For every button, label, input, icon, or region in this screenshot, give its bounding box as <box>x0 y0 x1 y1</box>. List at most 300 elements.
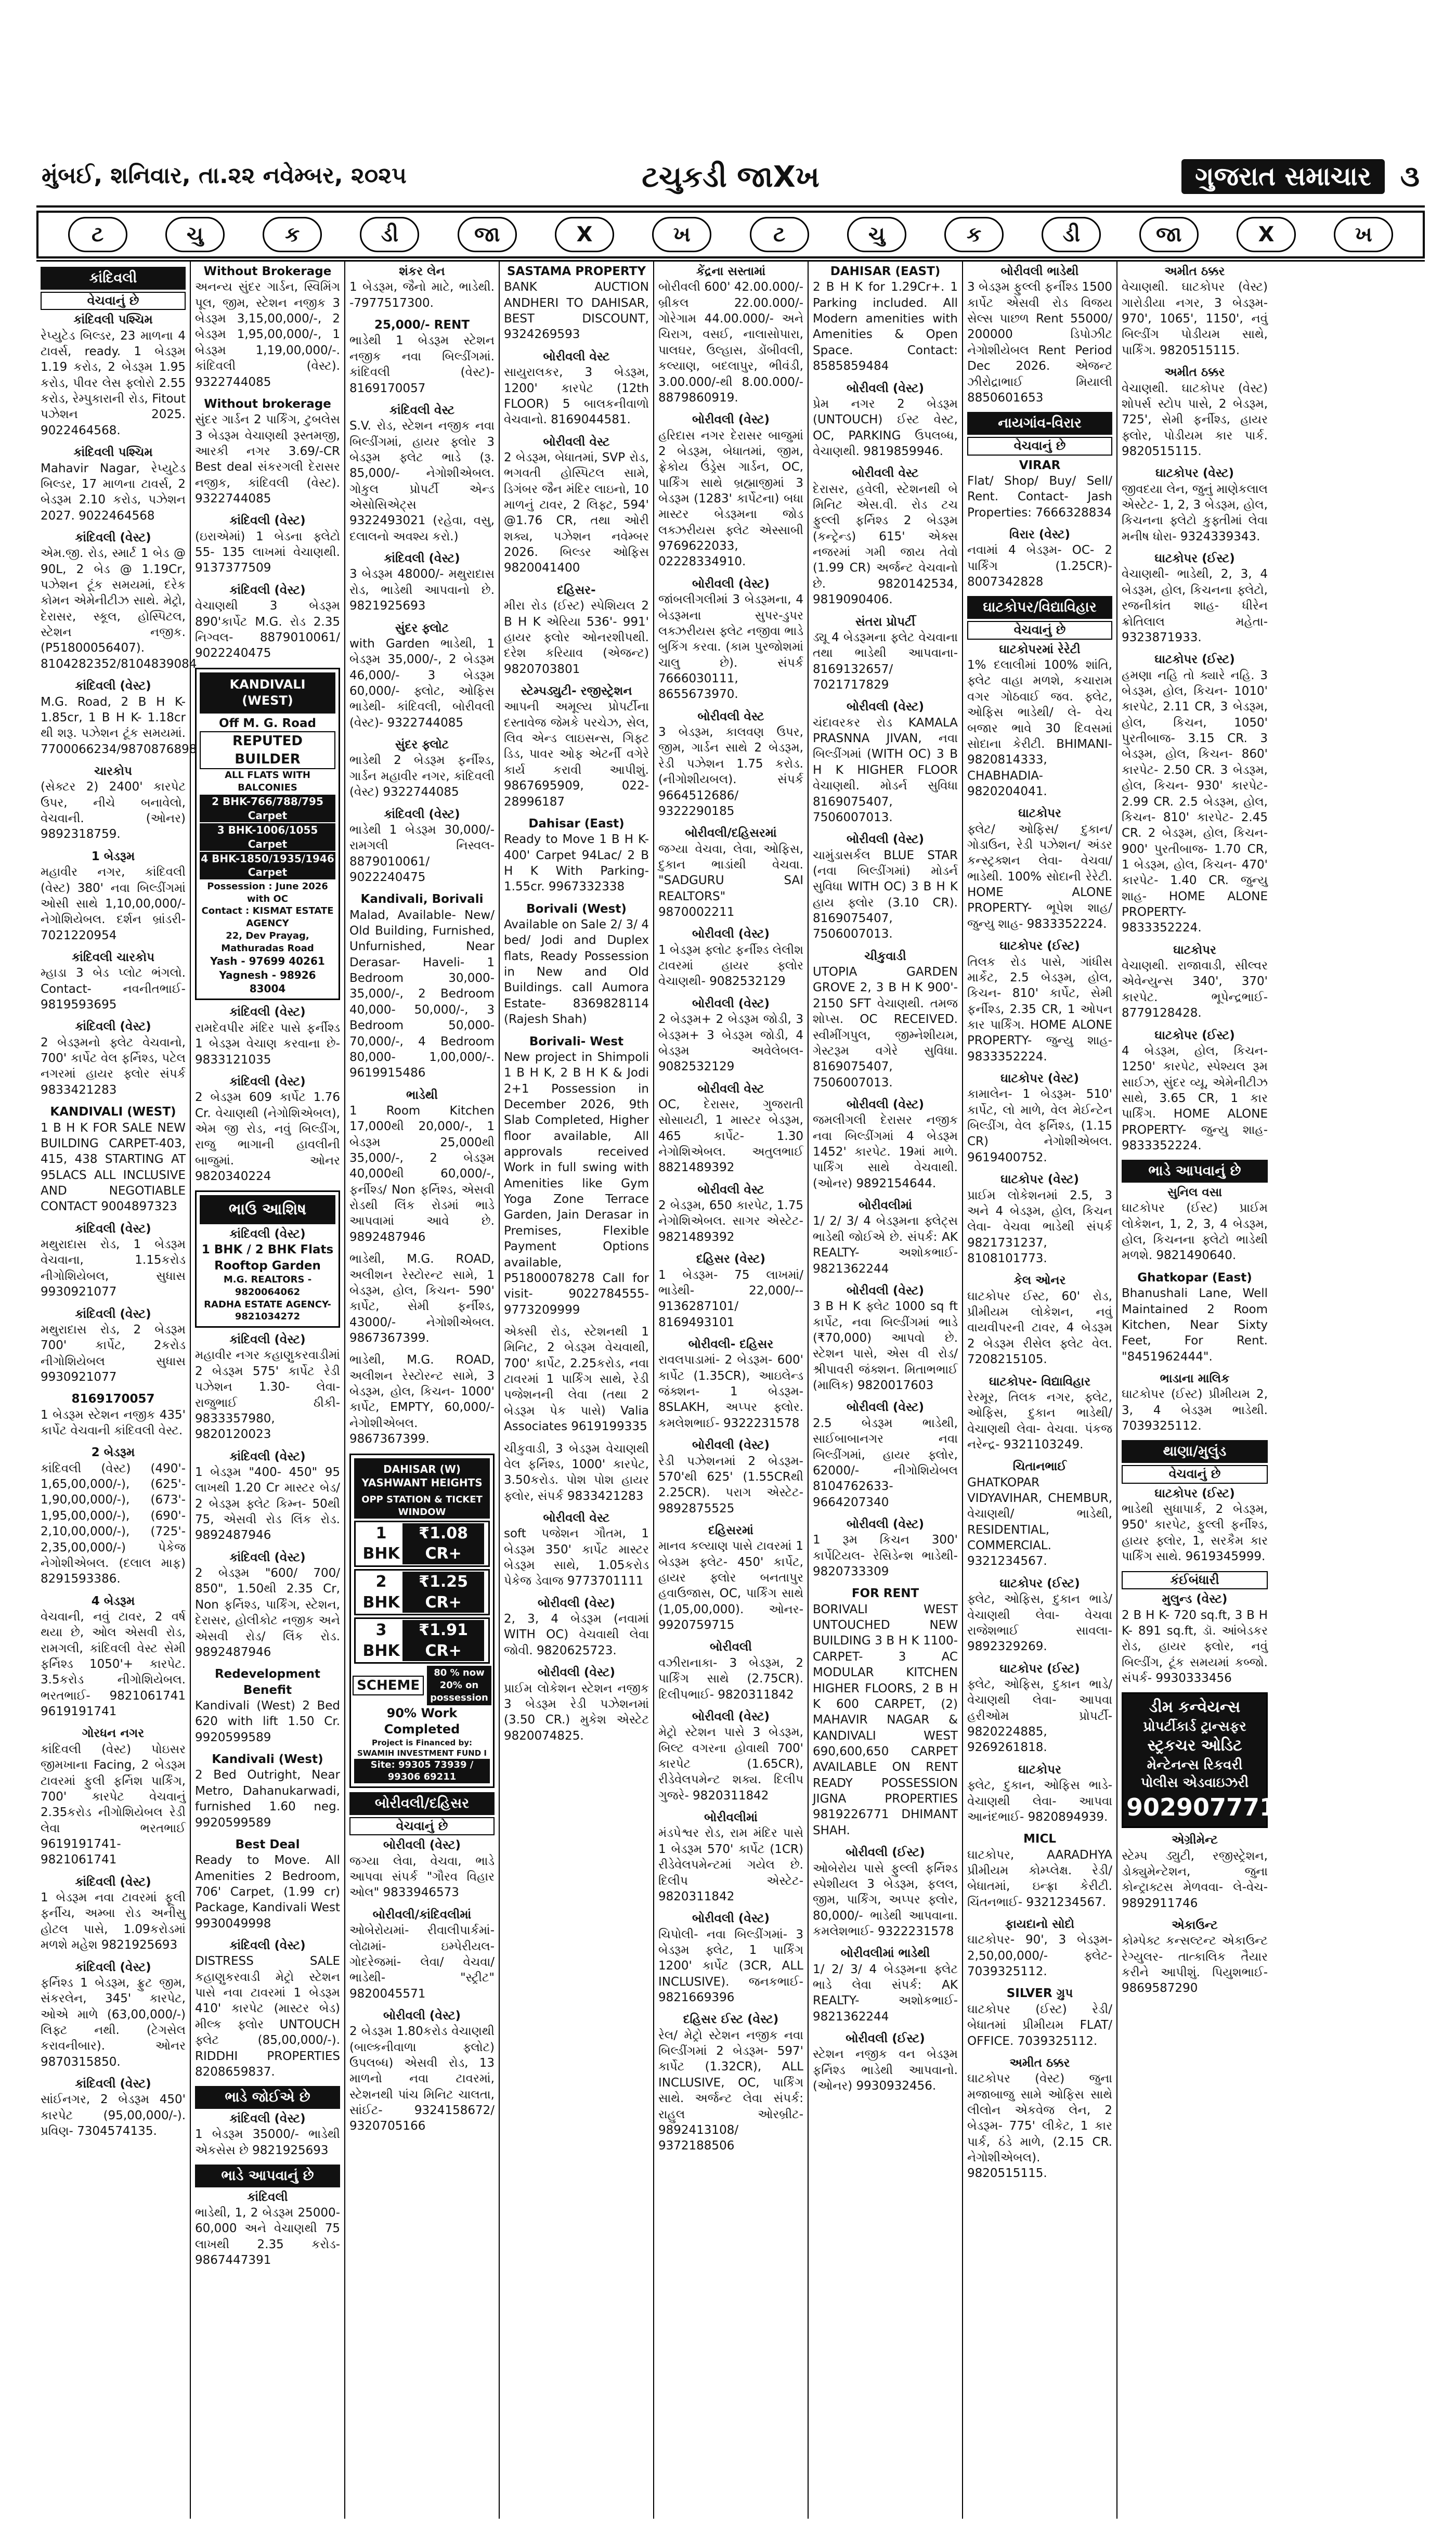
subsection-heading: વેચવાનું છે <box>1122 1465 1268 1484</box>
ad-text: ઘાટકોપર- 90', 3 બેડરૂમ- 2,50,00,000/- ફ્લેટ- 7039325112. <box>967 1933 1112 1979</box>
ad-heading: Redevelopment Benefit <box>214 1667 321 1697</box>
classified-ad <box>1122 465 1268 545</box>
classified-ad <box>41 950 186 1013</box>
ad-text: 2 Bed Outright, Near Metro, Dahanukarwadi, furnished 1.60 neg. 9920599589 <box>195 1768 340 1830</box>
ad-heading: બોરીવલી (વેસ્ટ) <box>692 927 770 941</box>
classified-ad <box>349 737 495 800</box>
ad-heading: 2 બેડરૂમ <box>91 1446 135 1460</box>
classified-ad <box>967 1831 1112 1910</box>
ad-subtitle: OPP STATION & TICKET WINDOW <box>354 1494 490 1519</box>
ad-text: Bhanushali Lane, Well Maintained 2 Room Kitchen, Near Sixty Feet, For Rent. "8451962444". <box>1122 1287 1268 1364</box>
ad-text: 3 બેડરૂમ ફુલ્લી ફર્નીશ્ડ 1500 કાર્પેટ એસવી રોડ વિજય સેલ્સ પાછળ Rent 55000/ 200000 ડિપોઝીટ નેગોશીયેબલ Rent Period Dec 2026. એજન્ટ ઝીરોદ્રાભાઈ મિયાલી 8850601653 <box>967 280 1112 405</box>
ad-heading: ફાયદાનો સોદો <box>1005 1917 1075 1932</box>
ad-text: દેરાસર, હવેલી, સ્ટેશનથી બે મિનિટ એસ.વી. રોડ ટચ ફુલ્લી ફર્નિશ્ડ 2 બેડરૂમ (કન્ટ્રેન્ડ) 615' એક્સ નજરમાં ગમી જાય તેવો (1.99 CR) અર્જન્ટ વેચવાનો છે. 9820142534, 9819090406. <box>813 482 958 607</box>
ad-list <box>658 264 803 2154</box>
ad-contact: Contact : KISMAT ESTATE AGENCY <box>201 905 334 929</box>
ad-address: 22, Dev Prayag, Mathuradas Road <box>221 930 314 954</box>
classified-ad <box>658 1639 803 1702</box>
classified-ad <box>658 576 803 703</box>
ad-text: મહાવીર નગર, કાંદિવલી (વેસ્ટ) 380' નવા બિલ્ડીંગમાં ઓસી સાથે 1,10,00,000/- નેગોશિયેબલ. દર્શન બ્રાંડરી- 7021220954 <box>41 865 186 942</box>
ad-text: મેટ્રો સ્ટેશન પાસે 3 બેડરૂમ, બિલ્ટ વગરના હોવાથી 700' કારપેટ (1.65CR), રીડેવેલપમેન્ટ શક્ય. દિલીપ ગુજરે- 9820311842 <box>658 1726 803 1803</box>
classified-ad <box>1122 1185 1268 1264</box>
ad-builder: REPUTED BUILDER <box>200 731 335 769</box>
column-4 <box>500 262 654 2519</box>
ad-text: UTOPIA GARDEN GROVE 2, 3 B H K 900'- 2150 SFT વેચાણથી. તમજ શોપ્સ. OC RECEIVED. સ્વીમીંગપુલ, જીમ્નેશીયમ, ગેસ્ટરૂમ વગેરે સુવિધા. 8169075407, 7506007013. <box>813 965 958 1090</box>
ad-text: 1 બેડરૂમ, જૈનો માટે, ભાડેથી. -7977517300. <box>349 280 495 310</box>
ad-heading: કાંદિવલી (વેસ્ટ) <box>229 1005 306 1019</box>
banner-letter: ખ <box>652 217 711 252</box>
ad-line: 1 BHK / 2 BHK Flats <box>201 1243 334 1257</box>
ad-heading: Borivali- West <box>529 1034 624 1048</box>
ad-heading: કાંદિવલી (વેસ્ટ) <box>229 583 306 597</box>
price-row <box>354 1521 490 1567</box>
ad-list <box>967 642 1112 2182</box>
ad-text: ચીકુવાડી, 3 બેડરૂમ વેચાણથી વેલ ફર્નિશ્ડ, 1000' કારપેટ, 3.50કરોડ. પોશ પોશ હાયર ફ્લોર, સંપર્ક 9833421283 <box>504 1442 649 1503</box>
ad-heading: દહિસર (વેસ્ટ) <box>696 1252 766 1266</box>
ad-heading: કાંદિવલી (વેસ્ટ) <box>384 807 460 821</box>
ad-heading: કાંદિવલી (વેસ્ટ) <box>229 1333 306 1347</box>
banner-letter: જા <box>458 217 517 252</box>
ad-text: 2 બેડરૂમ 609 કાર્પેટ 1.76 Cr. વેચાણથી (નેગોશિએબલ), એમ જી રોડ, નવું બિલ્ડીંગ, રાજુ ભાગાની હાવલીની બાજુમાં. ઓનર 9820340224 <box>195 1091 340 1184</box>
ad-text: જીવદયા લેન, જુનું માણેકલાલ એસ્ટેટ- 1, 2, 3 બેડરૂમ, હોલ, કિચનના ફ્લેટો કુફ્તીમાં લેવા મનીષ ધોરા- 9324339343. <box>1122 482 1268 543</box>
ad-heading: બોરીવલીમાં <box>859 1199 912 1213</box>
ad-text: Ready to Move. All Amenities 2 Bedroom, 706' Carpet, (1.99 cr) Package, Kandivali West 9930049998 <box>195 1854 340 1930</box>
ad-heading: કાંદિવલી (વેસ્ટ) <box>75 1020 151 1034</box>
ad-heading: 4 બેડરૂમ <box>91 1594 135 1608</box>
ad-heading: બોરીવલી (વેસ્ટ) <box>692 577 770 591</box>
ad-heading: ગોરધન નગર <box>82 1727 145 1741</box>
classified-ad <box>1122 1371 1268 1434</box>
classified-ad <box>504 683 649 810</box>
ad-text: 2 B H K- 720 sq.ft, 3 B H K- 891 sq.ft, ડૉ. આંબેડકર રોડ, હાયર ફ્લોર, નવું બિલ્ડીંગ, ટૂંક સમયમાં કબ્જો. સંપર્ક- 9930333456 <box>1122 1608 1268 1685</box>
ad-text: ફ્લેટ/ ઓફિસ/ દુકાન/ ગોડાઉન, રેડી પઝેશન/ અંડર કન્સ્ટ્રક્શન લેવા- વેચવા/ ભાડેથી. 100% સોદાની રેરેટી. HOME ALONE PROPERTY- ભૂપેશ શાહ/ જુન્યુ શાહ- 9833352224. <box>967 822 1112 931</box>
ad-text: હરિદાસ નગર દેરાસર બાજુમાં 2 બેડરૂમ, બેધાતમાં, જીમ, ફ્રેકોય ઉંડ્રેસ ગાર્ડન, OC, પાર્કિંગ સાથે બ્રહ્માજીમાં 3 બેડરૂમ (1283' કાર્પેટના) બધા માસ્ટર બેડરૂમના જોડ લક્ઝરીયસ ફ્લેટ એસ્સાબી 9769622033, 02228334910. <box>658 429 803 569</box>
section-heading: બોરીવલી/દહિસર <box>349 1792 495 1815</box>
subsection-heading: વેચવાનું છે <box>967 437 1112 456</box>
ad-heading: કાંદિવલી (વેસ્ટ) <box>384 552 460 566</box>
ad-heading: વિરાર (વેસ્ટ) <box>1009 527 1071 541</box>
ad-heading: બોરીવલી (ઈસ્ટ) <box>846 1846 925 1860</box>
ad-text: પ્રેમ નગર 2 બેડરૂમ (UNTOUCH) ઈસ્ટ વેસ્ટ, OC, PARKING ઉપલબ્ધ, વેચાણથી. 9819859946. <box>813 397 958 458</box>
ad-heading: ચિતાનભાઈ <box>1012 1460 1067 1474</box>
ad-text: વઝીરાનાકા- 3 બેડરૂમ, 2 પાર્કિંગ સાથે (2.75CR). દિલીપભાઈ- 9820311842 <box>658 1656 803 1702</box>
ad-heading: Kandivali, Borivali <box>360 892 484 906</box>
ad-heading: બોરીવલી (વેસ્ટ) <box>846 1401 925 1415</box>
ad-text: સ્ટેમ્પ ડ્યુટી, રજીસ્ટ્રેશન, ડોક્યુમેન્ટેશન, જુના કોન્ટ્રાક્ટસ મેળવવા- લે-વેચ- 9892911746 <box>1122 1849 1268 1910</box>
ad-text: સાયુરાલકર, 3 બેડરૂમ, 1200' કારપેટ (12th FLOOR) 5 બાલકનીવાળો વેચવાનો. 8169044581. <box>504 366 649 427</box>
classified-ad <box>967 1071 1112 1165</box>
ad-text: ચામુંડાસર્કલ BLUE STAR (નવા બિલ્ડીંગમાં) મોડર્ન સુવિધા WITH OC) 3 B H K હાય ફ્લોર (3.10 CR). 8169075407, 7506007013. <box>813 848 958 941</box>
ad-heading: બોરીવલી વેસ્ટ <box>543 435 610 449</box>
classified-ad <box>349 1352 495 1447</box>
ad-heading: દહિસરમાં <box>708 1523 753 1537</box>
page-title: ટચુકડી જાXખ <box>642 160 820 194</box>
banner-letter: ડી <box>1042 217 1101 252</box>
classified-ad <box>1122 1832 1268 1911</box>
ad-heading: કાંદિવલી <box>247 2190 288 2204</box>
ad-text: વેચાણથી. ઘાટકોપર (વેસ્ટ) ગારોડીયા નગર, 3 બેડરૂમ- 970', 1065', 1150', નવું બિલ્ડીંગ પોડીયમ સાથે, પાર્કિંગ. 9820515115. <box>1122 280 1268 357</box>
ad-heading: કાંદિવલી પશ્ચિમ <box>73 446 153 460</box>
ad-heading: 25,000/- RENT <box>374 318 470 332</box>
classified-ad <box>195 396 340 507</box>
classified-ad <box>967 806 1112 932</box>
classified-ad <box>349 317 495 396</box>
ad-list <box>195 2111 340 2158</box>
ad-text: જમલીગલી દેરાસર નજીક નવા બિલ્ડીંગમાં 4 બેડરૂમ 1452' કારપેટ. 19માં માળે. પાર્કિંગ સાથે વેચવાથી. (ઓનર) 9892154644. <box>813 1113 958 1190</box>
section-heading: ઘાટકોપર/વિદ્યાવિહાર <box>967 596 1112 619</box>
classified-ad <box>504 434 649 576</box>
classified-ad <box>195 1449 340 1544</box>
ad-text: ઘાટકોપર (ઈસ્ટ) પ્રીમીયમ 2, 3, 4 બેડરૂમ ભાડેથી. 7039325112. <box>1122 1388 1268 1433</box>
ad-heading: ચીકુવાડી <box>864 949 906 963</box>
classified-ad <box>813 614 958 693</box>
ad-text: GHATKOPAR VIDYAVIHAR, CHEMBUR, વેચાણથી/ ભાડેથી, RESIDENTIAL, COMMERCIAL. 9321234567. <box>967 1475 1112 1569</box>
classified-ad <box>813 1283 958 1394</box>
classified-ad <box>967 1273 1112 1367</box>
ad-text: (ઇરાએમાં) 1 બેડના ફ્લેટો 55- 135 લાખમાં વેચાણથી. 9137377509 <box>195 529 340 575</box>
flat-price: ₹1.25 CR+ <box>402 1572 484 1613</box>
ad-text: વેચાણથી- ભાડેથી, 2, 3, 4 બેડરૂમ, હોલ, કિચનના ફ્લેટો, રજનીકાંત શાહ- ધીરેન ક્રોતિલાલ મહેતા- 9323871933. <box>1122 567 1268 644</box>
flat-price: ₹1.08 CR+ <box>402 1523 484 1564</box>
classified-ad <box>504 1324 649 1435</box>
ad-text: એક્સી રોડ, સ્ટેશનથી 1 મિનિટ, 2 બેડરૂમ વેચવાથી, 700' કાર્પેટ, 2.25કરોડ, નવા ટાવરમાં 1 પાર્કિંગ સાથે, રેડી પજેશનની લેવા (તથા 2 બેડરૂમ પેક પાસે) Valia Associates 9619199335 <box>504 1325 649 1434</box>
scheme-label: SCHEME <box>353 1676 424 1695</box>
ad-text: સ્ટેશન નજીક વન બેડરૂમ ફર્નિશ્ડ ભાડેથી આપવાનો. (ઓનર) 9930932456. <box>813 2047 958 2093</box>
ad-heading: ઘાટકોપર <box>1018 807 1061 821</box>
classified-ad <box>967 938 1112 1065</box>
ad-text: 3 બેડરૂમ, કાલવણ ઉપર, જીમ, ગાર્ડન સાથે 2 બેડરૂમ, રેડી પઝેશન 1.75 કરોડ. (નીગોશીયબલ). સંપર્ક 9664512686/ 9322290185 <box>658 725 803 818</box>
classified-ad <box>195 582 340 662</box>
classified-ad <box>41 1019 186 1098</box>
ad-heading: બોરીવલી (વેસ્ટ) <box>846 700 925 714</box>
ad-text: 1% દલાલીમાં 100% શાંતિ, ફ્લેટ વાહા મળશે, કચારામ વગર ગોઠવાઈ જવ. ફ્લેટ, ઓફિસ ભાડેથી/ લે- વેચ બજાર ભાવે 30 દિવસમાં સોદાના કેરીટી. BHIMANI- 9820814333, CHABHADIA- 9820204041. <box>967 658 1112 798</box>
ad-text: 1/ 2/ 3/ 4 બેડરૂમના ફ્લેટ્સ ભાડેથી જોઈએ છે. સંપર્ક: AK REALTY- અશોકભાઈ- 9821362244 <box>813 1214 958 1276</box>
ad-title: DAHISAR (W) YASHWANT HEIGHTS <box>354 1458 490 1494</box>
ad-text: M.G. Road, 2 B H K- 1.85cr, 1 B H K- 1.18cr થી શરૂ. પઝેશન ટૂંક સમયમાં. 7700066234/9870876898 <box>41 695 197 756</box>
classified-ad <box>813 1517 958 1579</box>
ad-line: પોલીસ એડવાઇઝરી <box>1140 1775 1249 1791</box>
ad-text: રેડી પઝેશનમાં 2 બેડરૂમ- 570'થી 625' (1.55CRથી 2.25CR). પરાગ એસ્ટેટ- 9892875525 <box>658 1454 803 1515</box>
ad-text: મંડપેશ્વર રોડ, રામ મંદિર પાસે 1 બેડરૂમ 570' કાર્પેટ (1CR) રીડેવેલપમેન્ટમાં ગયેલ છે. દિલીપ એસ્ટેટ- 9820311842 <box>658 1826 803 1903</box>
ad-heading: મુલુન્ડ (વેસ્ટ) <box>1162 1592 1228 1606</box>
ad-text: 2 બેડરૂમ 1.80કરોડ વેચાણથી (બાલ્કનીવાળા ફ્લોટ) ઉપલબ્ધ) એસવી રોડ, 13 માળનો નવા ટાવરમાં, સ્ટેશનથી પાંચ મિનિટ ચાલતા, સાંઈટ- 9324158672/ 9320705166 <box>349 2025 495 2133</box>
classified-ad <box>41 2076 186 2139</box>
classified-ad <box>658 1911 803 2005</box>
ad-text: પ્રાઈમ લોકેશનમાં 2.5, 3 અને 4 બેડરૂમ, હોલ, કિચન લેવા- વેચવા ભાડેથી સંપર્ક 9821731237, 8108101773. <box>967 1188 1112 1265</box>
ad-heading: Kandivali (West) <box>212 1753 323 1767</box>
ad-text: રેપ્યુટેડ બિલ્ડર, 23 માળના 4 ટાવર્સ, ready. 1 બેડરૂમ 1.19 કરોડ, 2 બેડરૂમ 1.95 કરોડ, પીવર લેસ ફ્લોરો 2.55 કરોડ, રેમ્પુકારાની રોડ, Fitout પઝેશન 2025. 9022464568. <box>41 329 186 437</box>
banner-letter: X <box>1237 217 1296 252</box>
ad-heading: અમીત ઠક્કર <box>1164 265 1225 278</box>
ad-heading: બોરીવલી (વેસ્ટ) <box>692 1912 770 1926</box>
subsection-heading: વેચવાનું છે <box>41 292 186 310</box>
classified-ad <box>1122 264 1268 358</box>
ad-text: 1 બેડરૂમ 35000/- ભાડેથી એકસેસ છે 9821925693 <box>195 2128 340 2157</box>
ad-title: ભાઉ આશિષ <box>200 1195 335 1224</box>
subsection-heading: વેચવાનું છે <box>349 1817 495 1836</box>
section-heading: કાંદિવલી <box>41 267 186 290</box>
ad-heading: કાંદિવલી (વેસ્ટ) <box>229 514 306 528</box>
classified-ad <box>41 1960 186 2070</box>
ad-list <box>967 264 1112 406</box>
ad-list <box>1122 1486 1268 1565</box>
classified-ad <box>813 381 958 460</box>
ad-text: ફર્નિશ્ડ 1 બેડરૂમ, ફ્રુટ જીમ, સંકરલેન, 345' કારપેટ, ઓએ માળે (63,00,000/-) લિફ્ટ નથી. (ટેગસેલ કરાવનીબાર). ઓનર 9870315850. <box>41 1976 186 2069</box>
classified-ad <box>41 678 197 757</box>
ad-text: ચિપોલી- નવા બિલ્ડીંગમાં- 3 બેડરૂમ ફ્લેટ, 1 પાર્કિંગ 1200' કાર્પેટ (3CR, ALL INCLUSIVE). જનકભાઈ- 9821669396 <box>658 1927 803 2005</box>
ad-heading: ઘાટકોપર (ઈસ્ટ) <box>1154 1486 1235 1500</box>
ad-heading: ભાડાના માલિક <box>1160 1371 1230 1385</box>
ad-text: કામાલેન- 1 બેડરૂમ- 510' કાર્પેટ, લો માળે, વેલ મેઈન્ટેન બિલ્ડીંગ, વેલ ફર્નિશ્ડ, (1.15 CR) નેગોશીએબલ. 9619400752. <box>967 1087 1112 1164</box>
ad-text: ફ્લેટ, દુકાન, ઓફિસ ભાડે- વેચાણથી લેવા- આપવા આનંદભાઈ- 9820894939. <box>967 1779 1112 1824</box>
page-number: ૩ <box>1400 159 1420 193</box>
classified-ad <box>813 949 958 1091</box>
ad-text: તિલક રોડ પાસે, ગાંધીસ માર્કેટ, 2.5 બેડરૂમ, હોલ, કિચન- 810' કાર્પેટ, સેમી ફર્નીશ્ડ, 2.35 CR, 1 ઓપન કાર પાર્કિંગ. HOME ALONE PROPERTY- જુન્યુ શાહ- 9833352224. <box>967 955 1112 1064</box>
ad-heading: બોરીવલીમાં <box>704 1811 758 1825</box>
ad-heading: સુંદર ફ્લોટ <box>395 738 449 752</box>
ad-title: KANDIVALI (WEST) <box>200 672 335 714</box>
ad-heading: કાંદિવલી (વેસ્ટ) <box>75 1875 151 1889</box>
column-6 <box>809 262 963 2519</box>
ad-text: રાવલપાડામાં- 2 બેડરૂમ- 600' કાર્પેટ (1.35CR), આઇલેન્ડ જંક્શન- 1 બેડરૂમ- 8SLAKH, અપ્પર ફ્લોર. કમલેશભાઈ- 9322231578 <box>658 1353 803 1430</box>
ad-text: 2.5 બેડરૂમ ભાડેથી, સાઈબાબાનગર નવા બિલ્ડીંગમાં, હાયર ફ્લોર, 62000/- નીગોશિયેબલ 8104762633- 9664207340 <box>813 1416 958 1509</box>
ad-heading: બોરીવલી (વેસ્ટ) <box>846 381 925 395</box>
ad-text: ઘાટકોપર, AARADHYA પ્રીમીયમ કોમ્પ્લેક્ષ. રેડી/ બેધાતમાં, ઇન્ફ્રા કેરીટી. ચિંતનભાઈ- 9321234567. <box>967 1848 1112 1909</box>
classified-ad <box>504 1665 649 1744</box>
ad-text: કાંદિવલી (વેસ્ટ) (490'- 1,65,00,000/-), (625'- 1,90,00,000/-), (673'- 1,95,00,000/-), (690'- 2,10,00,000/-), (725'- 2,35,00,000/-) પેકેજ નેગોશીએબલ. (દલાલ માફ) 8291593386. <box>41 1461 186 1586</box>
classified-ad <box>658 825 803 920</box>
ad-text: ઘાટકોપર (વેસ્ટ) જુના મજાબાજુ સામે ઓફિસ સાથે લીલોન એકવેજ લેન, 2 બેડરૂમ- 775' લીકેટ, 1 કાર પાર્ક, ઠંડે માળે, (2.15 CR. નેગોશીએબલ). 9820515115. <box>967 2072 1112 2181</box>
ad-heading: દહિસર- <box>557 583 596 597</box>
ad-heading: FOR RENT <box>851 1587 919 1601</box>
ad-heading: બોરીવલી વેસ્ટ <box>543 349 610 364</box>
classified-ad <box>41 1874 186 1953</box>
price-row <box>354 1617 490 1664</box>
ad-heading: Ghatkopar (East) <box>1137 1271 1252 1285</box>
newspaper-page <box>36 0 1425 2527</box>
ad-text: અનન્ય સુંદર ગાર્ડન, સ્વિમિંગ પૂલ, જીમ, સ્ટેશન નજીક 3 બેડરૂમ 3,15,00,000/-, 2 બેડરૂમ 1,95,00,000/-, 1 બેડરૂમ 1,19,00,000/-. કાંદિવલી (વેસ્ટ). 9322744085 <box>195 280 340 389</box>
ad-heading: સ્ટેમ્પડ્યુટી- રજીસ્ટ્રેશન <box>521 684 632 698</box>
classified-ad <box>195 1074 340 1185</box>
ad-possession: Possession : June 2026 with OC <box>207 880 328 904</box>
ad-heading: Without Brokerage <box>203 265 332 278</box>
ad-text: ડ્યૂ 4 બેડરૂમના ફ્લેટ વેચવાના તથા ભાડેથી આપવાના- 8169132657/ 7021717829 <box>813 630 958 692</box>
ad-heading: બોરીવલી (વેસ્ટ) <box>383 1838 461 1852</box>
ad-line: Rooftop Garden <box>214 1259 321 1273</box>
classified-ad <box>195 1837 340 1932</box>
ad-text: BORIVALI WEST UNTOUCHED NEW BUILDING 3 B H K 1100- CARPET- 3 AC MODULAR KITCHEN HIGHER FLOORS, 2 B H K 600 CARPET, (2) MAHAVIR NAGAR & KANDIVALI WEST 690,600,650 CARPET AVAILABLE ON RENT READY POSSESSION JIGNA PROPERTIES 9819226771 DHIMANT SHAH. <box>813 1602 958 1837</box>
scheme-value: 20% on possession <box>430 1680 488 1703</box>
flat-type: 2 BHK <box>362 1572 400 1612</box>
classified-ad <box>813 264 958 374</box>
ad-heading: બોરીવલી (વેસ્ટ) <box>846 1284 925 1298</box>
ad-phone: Yash - 97699 40261 <box>210 955 325 968</box>
ad-heading: બોરીવલી (ઈસ્ટ) <box>846 2032 925 2046</box>
classified-ad <box>967 1986 1112 2049</box>
flat-type: 1 BHK <box>362 1524 400 1563</box>
ad-heading: અમીત ઠક્કર <box>1164 366 1225 380</box>
ad-heading: કાંદિવલી (વેસ્ટ) <box>229 1449 306 1463</box>
classified-ad <box>41 763 186 843</box>
classified-ad <box>658 1337 803 1431</box>
classified-ad <box>1122 1486 1268 1565</box>
ad-heading: બોરીવલી (વેસ્ટ) <box>846 833 925 847</box>
classified-ad <box>349 1837 495 1900</box>
ad-text: મથુરાદાસ રોડ, 2 બેડરૂમ 700' કાર્પેટ, 2કરોડ નીગોશિયેબલ સુધાસ 9930921077 <box>41 1323 186 1384</box>
ad-text: મ્હાડા 3 બેડ પ્લોટ ભંગલો. Contact- નવનીતભાઈ- 9819593695 <box>41 966 186 1012</box>
ad-list <box>504 264 649 1744</box>
ad-text: ઘાટકોપર ઈસ્ટ, 60' રોડ, પ્રીમીયમ લોકેશન, નવું વાયવીપરની ટાવર, 4 બેડરૂમ 2 બેડરૂમ રીસેલ ફ્લેટ વેલ. 7208215105. <box>967 1289 1112 1367</box>
ad-list <box>195 1004 340 1184</box>
ad-text: ભાડેથી સુધાપાર્ક, 2 બેડરૂમ, 950' કારપેટ, ફુલ્લી ફર્નીશ્ડ, હાયર ફ્લોર, 1, સરકૈમ કાર પાર્કિંગ સાથે. 9619345999. <box>1122 1502 1268 1564</box>
classified-ad <box>504 1510 649 1589</box>
classified-ad <box>504 349 649 428</box>
ad-line: સ્ટ્રકચર ઓડિટ <box>1147 1736 1242 1755</box>
kandivali-display-ad <box>195 668 340 1001</box>
ad-heading: કાંદિવલી (વેસ્ટ) <box>75 1222 151 1236</box>
flat-type: 3 BHK <box>362 1621 400 1660</box>
ad-heading: કાંદિવલી (વેસ્ટ) <box>75 1960 151 1974</box>
ad-text: ભાડેથી 2 બેડરૂમ ફર્નીશ્ડ, ગાર્ડન મહાવીર નગર, કાંદિવલી (વેસ્ટ) 9322744085 <box>349 754 495 799</box>
classified-ad <box>41 849 186 943</box>
classified-ad <box>813 1586 958 1838</box>
classified-ad <box>41 1445 186 1587</box>
classified-ad <box>658 1523 803 1634</box>
ad-text: કોમ્પેક્ટ કન્સલ્ટન્ટ એકાઉન્ટ રેગ્યુલર- તાત્કાલિક તૈયાર કરીને આપીશું. પિયુશભાઈ- 9869587290 <box>1122 1934 1268 1995</box>
ad-text: 2 બેડરૂમ, બેધાતમાં, SVP રોડ, ભગવતી હોસ્પિટલ સામે, ડિગંબર જૈન મંદિર લાઇનો, 10 માળનું ટાવર, 2 લિફ્ટ, 594' @1.76 CR, તથા ઓરી શક્ય, પઝેશન નવેમ્બર 2026. બિલ્ડર ઓફિસ 9820041400 <box>504 450 649 575</box>
ad-heading: કાંદિવલી (વેસ્ટ) <box>229 1939 306 1953</box>
ad-heading: સંતરા પ્રોપર્ટી <box>855 615 915 629</box>
ad-text: 2 બેડરૂમ+ 2 બેડરૂમ જોડી, 3 બેડરૂમ+ 3 બેડરૂમ જોડી, 4 બેડરૂમ અવેલેબલ- 9082532129 <box>658 1013 803 1074</box>
ad-heading: ઘાટકોપર (વેસ્ટ) <box>1000 1173 1079 1187</box>
banner-letter: X <box>555 217 614 252</box>
ad-text: માનવ કલ્યાણ પાસે ટાવરમાં 1 બેડરૂમ ફ્લેટ- 450' કાર્પેટ, હાયર ફ્લોર બનતાપુર હવાઉજાસ, OC, પાર્કિંગ સાથે (1,05,00,000). ઓનર- 9920759715 <box>658 1539 803 1632</box>
ad-heading: SILVER ગ્રુપ <box>1006 1987 1073 2001</box>
banner-letter: ચુ <box>165 217 225 252</box>
classified-ad <box>41 312 186 438</box>
ad-heading: બોરીવલી (વેસ્ટ) <box>692 1709 770 1723</box>
ad-list <box>41 312 197 2139</box>
classified-ad <box>349 620 495 731</box>
classified-ad <box>349 807 495 886</box>
section-heading: થાણા/મુલુંડ <box>1122 1440 1268 1463</box>
ad-text: નવામાં 4 બેડરૂમ- OC- 2 પાર્કિંગ (1.25CR)- 8007342828 <box>967 543 1112 589</box>
ad-text: હમણા નહિ તો ક્યારે નહિ. 3 બેડરૂમ, હોલ, કિચન- 1010' કારપેટ, 2.11 CR, 3 બેડરૂમ, હોલ, કિચન, 1050' પુરતીબાજ- 3.15 CR. 3 બેડરૂમ, હોલ, કિચન- 860' કારપેટ- 2.50 CR. 3 બેડરૂમ, હોલ, કિચન- 930' કારપેટ- 2.99 CR. 2.5 બેડરૂમ, હોલ, કિચન- 810' કારપેટ- 2.45 CR. 2 બેડરૂમ, હોલ, કિચન- 900' પુરતીબાજ- 1.70 CR, 1 બેડરૂમ, હોલ, કિચન- 470' કારપેટ- 1.40 CR. જુન્યુ શાહ- HOME ALONE PROPERTY- 9833352224. <box>1122 668 1268 935</box>
banner-letter: ટ <box>68 217 127 252</box>
ad-heading: બોરીવલી વેસ્ટ <box>852 466 919 481</box>
section-heading: ભાડે આપવાનું છે <box>1122 1160 1268 1183</box>
ad-heading: Borivali (West) <box>526 902 627 916</box>
banner-letter: ટ <box>750 217 809 252</box>
ad-text: વેચવાની, નવું ટાવર, 2 વર્ષ થયા છે, ઓલ એસવી રોડ, રામગલી, કાંદિવલી વેસ્ટ સેમી ફર્નિશ્ડ 1050'+ કારપેટ. 3.5કરોડ નીગોશિયેબલ. ભરતભાઈ- 9821061741 9619191741 <box>41 1610 186 1719</box>
classified-ad <box>41 445 186 524</box>
ad-heading: 8169170057 <box>71 1392 155 1406</box>
scheme-value: 80 % now <box>434 1667 485 1679</box>
ad-list <box>195 264 340 662</box>
classified-ad <box>1122 1270 1268 1365</box>
classified-ad <box>1122 1028 1268 1154</box>
ad-heading: કાંદિવલી (વેસ્ટ) <box>229 2111 306 2126</box>
title-banner <box>36 211 1425 258</box>
ad-text: 2, 3, 4 બેડરૂમ (નવામાં WITH OC) વેચવાથી લેવા જોવી. 9820625723. <box>504 1612 649 1657</box>
ad-heading: કાંદિવલી (વેસ્ટ) <box>75 530 151 545</box>
ad-text: પ્રાઈમ લોકેશન સ્ટેશન નજીક 3 બેડરૂમ રેડી પઝેશનમાં (3.50 CR.) મુકેશ એસ્ટેટ 9820074825. <box>504 1681 649 1743</box>
ad-text: મથુરાદાસ રોડ, 1 બેડરૂમ વેચવાના, 1.15કરોડ નીગોશિયેબલ, સુધાસ 9930921077 <box>41 1238 186 1299</box>
ad-phone: Yagnesh - 98926 83004 <box>219 968 316 995</box>
ad-heading: ઘાટકોપર (ઈસ્ટ) <box>999 1576 1080 1590</box>
classified-ad <box>967 1762 1112 1825</box>
ad-text: ઓબેરોય પાસે ફુલ્લી ફર્નિશ્ડ સ્પેશીયલ 3 બેડરૂમ, ફલલ, જીમ, પાર્કિંગ, અપ્પર ફ્લોર, 80,000/- ભાડેથી આપવાના. કમલેશભાઈ- 9322231578 <box>813 1861 958 1938</box>
ad-heading: બોરીવલી (વેસ્ટ) <box>383 2008 461 2023</box>
ad-heading: બોરીવલી વેસ્ટ <box>543 1511 610 1525</box>
classified-ad <box>1122 551 1268 645</box>
classified-ad <box>195 1752 340 1831</box>
ad-heading: બોરીવલી (વેસ્ટ) <box>846 1517 925 1531</box>
ad-heading: ઘાટકોપર (ઈસ્ટ) <box>1154 653 1235 667</box>
ad-heading: ચારકોપ <box>94 764 132 778</box>
ad-heading: કાંદિવલી (વેસ્ટ) <box>229 1074 306 1088</box>
classified-ad <box>504 816 649 895</box>
ad-text: DISTRESS SALE કહાણુકરવાડી મેટ્રો સ્ટેશન પાસે નવા ટાવરમાં 1 બેડરૂમ 410' કારપેટ (માસ્ટર બેડ) મીલ્ક ફ્લોર UNTOUCH ફ્લેટ (85,00,000/-). RIDDHI PROPERTIES 8208659837. <box>195 1954 340 2079</box>
classified-ad <box>41 1391 186 1439</box>
ad-text: with Garden ભાડેથી, 1 બેડરૂમ 35,000/-, 2 બેડરૂમ 46,000/- 3 બેડરૂમ 60,000/- ફ્લોટ, ઓફિસ ભાડેથી- કાંદિવલી, બોરીવલી (વેસ્ટ)- 9322744085 <box>349 637 495 730</box>
ad-heading: બોરીવલી (વેસ્ટ) <box>537 1596 616 1610</box>
banner-letter: જા <box>1139 217 1199 252</box>
classified-ad <box>967 527 1112 590</box>
classified-ad <box>504 1441 649 1504</box>
ad-text: ભાડેથી 1 બેડરૂમ 30,000/- રામગલી નિસ્વલ- 8879010061/ 9022240475 <box>349 823 495 884</box>
classified-ad <box>349 1907 495 2002</box>
classified-ad <box>813 699 958 825</box>
ad-text: 4 બેડરૂમ, હોલ, કિચન- 1250' કારપેટ, સ્પેશ્યલ રૂમ સાઈઝ, સુંદર વ્યૂ, એમેનીટીઝ સાથે, 3.65 CR, 1 કાર પાર્કિંગ. HOME ALONE PROPERTY- જુન્યુ શાહ- 9833352224. <box>1122 1044 1268 1153</box>
ad-text: રેરમૂર, તિલક નગર, ફ્લેટ, ઓફિસ, દુકાન ભાડેથી/ વેચાણથી લેવા- વેચવા. પંકજ નરેન્દ્ર- 9321103249. <box>967 1390 1112 1452</box>
ad-list <box>1122 1185 1268 1434</box>
classified-ad <box>967 642 1112 800</box>
classified-ad <box>813 1845 958 1939</box>
ad-heading: અમીત ઠક્કર <box>1009 2056 1070 2070</box>
ad-text: soft પજેશન ગૌતમ, 1 બેડરૂમ 350' કાર્પેટ માસ્ટર બેડરૂમ સાથે, 1.05કરોડ પેકેજ ડેવાજ 9773701111 <box>504 1527 649 1588</box>
ad-heading: ઘાટકોપર <box>1018 1763 1061 1777</box>
ad-text: સુંદર ગાર્ડન 2 પાર્કિંગ, ટુબલેસ 3 બેડરૂમ વેચાણથી રૂસ્તમજી, આરકી નગર 3.69/-CR Best deal સંકરગલી દેરાસર નજીક, કાંદિવલી (વેસ્ટ). 9322744085 <box>195 413 340 506</box>
ad-heading: બોરીવલી (વેસ્ટ) <box>692 413 770 427</box>
classified-ad <box>658 1182 803 1245</box>
classified-ad <box>813 465 958 607</box>
classified-ad <box>349 2008 495 2134</box>
ad-text: રેલ/ મેટ્રો સ્ટેશન નજીક નવા બિલ્ડીંગમાં 2 બેડરૂમ- 597' કાર્પેટ (1.32CR), ALL INCLUSIVE, OC, પાર્કિંગ સાથે. અર્જન્ટ લેવા સંપર્ક: રાહુલ ઓરબ્રીટ- 9892413108/ 9372188506 <box>658 2028 803 2153</box>
classified-ad <box>967 1374 1112 1453</box>
ad-list <box>1122 1591 1268 1686</box>
ad-text: S.V. રોડ, સ્ટેશન નજીક નવા બિલ્ડીંગમાં, હાયર ફ્લોર 3 બેડરૂમ ફ્લેટ ભાડે (રૂ. 85,000/- નેગોશીએબલ. ગોકુલ પ્રોપર્ટી એન્ડ એસોસિએટ્સ 9322493021 (રહેવા, વસુ, દલાલનો અવશ્ય કરો.) <box>349 419 495 543</box>
classified-ad <box>195 1550 340 1661</box>
classified-ad <box>1122 1591 1268 1686</box>
ad-list <box>195 2189 340 2269</box>
ad-heading: Best Deal <box>235 1837 300 1851</box>
classified-ad <box>1122 365 1268 459</box>
classified-ad <box>41 1221 186 1300</box>
ad-text: ભાડેથી, 1, 2 બેડરૂમ 25000- 60,000 અને વેચાણથી 75 લાખથી 2.35 કરોડ- 9867447391 <box>195 2206 340 2267</box>
flat-price: ₹1.91 CR+ <box>402 1620 484 1661</box>
classified-ad <box>813 1097 958 1191</box>
ad-text: જાંબલીગલીમાં 3 બેડરૂમના, 4 બેડરૂમના સુપર-ડુપર લક્ઝરીયસ ફ્લેટ નજીવા ભાડે બુકિંગ કરવા. (કામ પુરજોશમાં ચાલુ છે). સંપર્ક 7666030111, 8655673970. <box>658 593 803 702</box>
ad-amenities: ALL FLATS WITH BALCONIES <box>225 769 310 793</box>
ad-heading: Dahisar (East) <box>528 817 625 831</box>
classified-ad <box>813 2031 958 2094</box>
bhau-ashish-display-ad <box>195 1190 340 1328</box>
classified-ad <box>504 1034 649 1318</box>
ad-heading: શંકર લેન <box>399 265 445 278</box>
ad-text: રામદેવપીર મંદિર પાસે ફર્નીશ્ડ 1 બેડરૂમ વેચાણ કરવાના છે- 9833121035 <box>195 1021 340 1067</box>
ad-list <box>349 1837 495 2134</box>
